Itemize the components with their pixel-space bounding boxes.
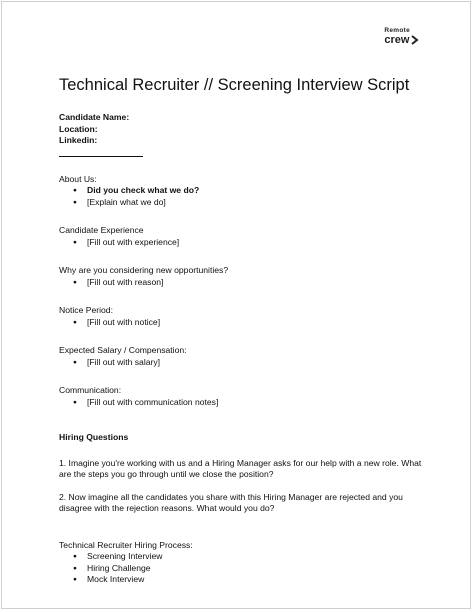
remote-crew-logo [384,28,410,46]
logo-bottom-text: crew [384,33,410,46]
logo-top-text: Remote [384,27,410,34]
candidate-linkedin-label: Linkedin: [59,135,98,145]
list-item: ● Did you check what we do? [59,185,429,197]
document-page [1,1,471,609]
about-us-label: About Us: [59,173,97,184]
hiring-question-1: 1. Imagine you're working with us and a Hiring Manager asks for our help with a new role. What are the steps you go through until we close the position? [59,457,422,479]
why-label: Why are you considering new opportunities? [59,265,229,275]
document-body [59,112,429,586]
why-list [59,277,429,289]
notice-period-label: Notice Period: [59,305,113,315]
communication-label: Communication: [59,385,122,395]
logo-chevron-icon [411,35,419,45]
salary-label: Expected Salary / Compensation: [59,345,187,355]
list-item: ● [Fill out with salary] [59,357,429,369]
salary-list [59,357,429,369]
divider-line [59,156,143,157]
communication-list [59,397,429,409]
about-us-list [59,185,429,208]
hiring-questions-heading: Hiring Questions [59,432,129,442]
candidate-experience-label: Candidate Experience [59,225,144,235]
list-item: ● [Fill out with communication notes] [59,397,429,409]
hiring-question-2: 2. Now imagine all the candidates you share with this Hiring Manager are rejected and you disagree with the rejection reasons. What would you do? [59,491,403,513]
experience-list [59,237,429,249]
document-title: Technical Recruiter // Screening Interview Script [59,76,410,94]
list-item: ● [Fill out with experience] [59,237,429,249]
list-item: ● [Fill out with notice] [59,317,429,329]
list-item: ● [Explain what we do] [59,197,429,209]
candidate-name-label: Candidate Name: [59,112,130,122]
list-item: ● Hiring Challenge [59,563,429,575]
list-item: ● Screening Interview [59,551,429,563]
notice-list [59,317,429,329]
candidate-location-label: Location: [59,123,98,134]
hiring-process-label: Technical Recruiter Hiring Process: [59,539,193,550]
hiring-process-list [59,551,429,586]
list-item: ● [Fill out with reason] [59,277,429,289]
list-item: ● Mock Interview [59,574,429,586]
